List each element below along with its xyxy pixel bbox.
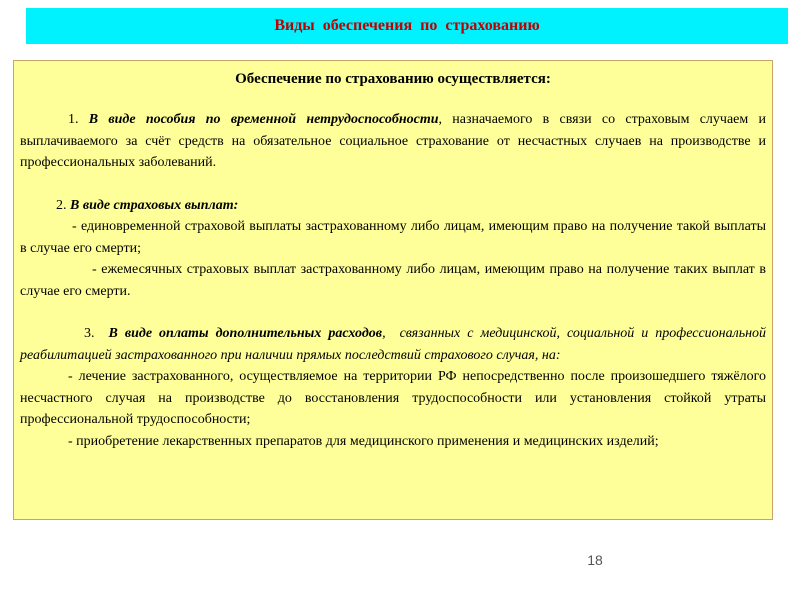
- item-1-number: 1.: [68, 112, 79, 127]
- page-number: 18: [587, 552, 603, 568]
- item-1-title: В виде пособия по временной нетрудоспособности: [88, 112, 439, 127]
- item-2-sub-2: - ежемесячных страховых выплат застрахованному либо лицам, имеющим право на получение таких выплат в случае его смерти.: [20, 262, 766, 299]
- item-2: [20, 195, 766, 217]
- title-bar: [26, 8, 788, 44]
- item-3-title: В виде оплаты дополнительных расходов: [108, 326, 383, 341]
- item-1: [20, 109, 766, 174]
- item-2-sub-1: - единовременной страховой выплаты застрахованному либо лицам, имеющим право на получение такой выплаты в случае его смерти;: [20, 219, 766, 256]
- item-3-comma: ,: [382, 326, 386, 341]
- content-heading: Обеспечение по страхованию осуществляется:: [235, 71, 551, 87]
- item-2-number: 2.: [56, 197, 67, 213]
- slide-title: Виды обеспечения по страхованию: [274, 17, 540, 34]
- item-3-sub-2: - приобретение лекарственных препаратов для медицинского применения и медицинских изделий;: [68, 433, 659, 449]
- item-3-sub-1: - лечение застрахованного, осуществляемое на территории РФ непосредственно после произошедшего тяжёлого несчастного случая на производстве до восстановления трудоспособности или установления стойкой утраты профессиональной трудоспособности;: [20, 369, 766, 427]
- item-2-title: В виде страховых выплат:: [70, 197, 239, 213]
- item-3: [20, 323, 766, 366]
- item-3-italic-text: связанных с медицинской, социальной и профессиональной реабилитацией застрахованного при наличии прямых последствий страхового случая, на:: [20, 326, 767, 363]
- content-box: [13, 60, 773, 520]
- item-1-text: , назначаемого в связи со страховым случаем и выплачиваемого за счёт средств на обязательное социальное страхование от несчастных случаев на производстве и профессиональных заболеваний.: [20, 112, 767, 170]
- item-3-number: 3.: [84, 326, 95, 341]
